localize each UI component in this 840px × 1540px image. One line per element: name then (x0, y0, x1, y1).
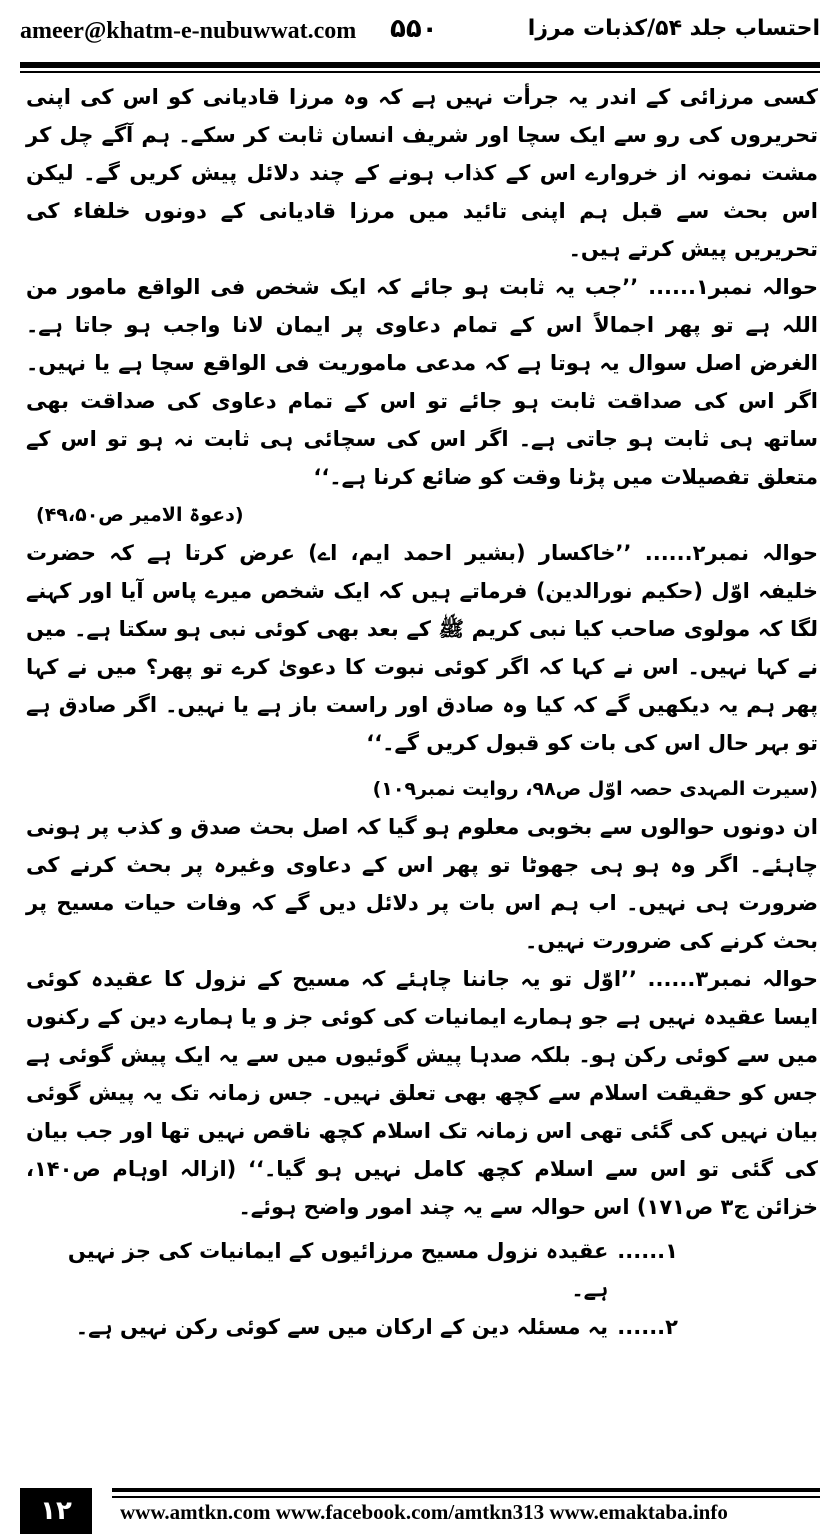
header-rule-thin (20, 71, 820, 73)
reference-3-label: حوالہ نمبر۳...... (647, 967, 818, 991)
reference-1-citation: (دعوۃ الامیر ص۴۹،۵۰) (36, 504, 244, 526)
points-list (26, 1232, 818, 1346)
list-item (26, 1308, 818, 1346)
page-footer (20, 1488, 820, 1528)
list-item-number: ۱...... (617, 1239, 678, 1263)
footer-page-number: ۱۲ (20, 1488, 92, 1534)
paragraph-conclusion: ان دونوں حوالوں سے بخوبی معلوم ہو گیا کہ اصل بحث صدق و کذب پر ہونی چاہئے۔ اگر وہ ہو ہی جھوٹا تو پھر اس کے دعاوی وغیرہ پر بحث کرنے کی ضرورت ہی نہیں۔ اب ہم اس بات پر دلائل دیں گے کہ وفات حیات مسیح پر بحث کرنے کی ضرورت نہیں۔ (26, 815, 818, 953)
reference-2-text: ’’خاکسار (بشیر احمد ایم، اے) عرض کرتا ہے کہ حضرت خلیفہ اوّل (حکیم نورالدین) فرماتے ہیں کہ ایک شخص میرے پاس آیا اور کہنے لگا کہ مولوی صاحب کیا نبی کریم ﷺ کے بعد بھی کوئی نبی ہو سکتا ہے۔ میں نے کہا نہیں۔ اس نے کہا کہ اگر کوئی نبوت کا دعویٰ کرے تو پھر؟ میں نے کہا پھر ہم یہ دیکھیں گے کہ کیا وہ صادق اور راست باز ہے یا نہیں۔ اگر صادق ہے تو بہر حال اس کی بات کو قبول کریں گے۔‘‘ (26, 541, 818, 755)
footer-rule-thick (112, 1488, 820, 1492)
page-body (26, 78, 818, 1346)
list-item-text: یہ مسئلہ دین کے ارکان میں سے کوئی رکن نہیں ہے۔ (75, 1315, 608, 1339)
list-item-text: عقیدہ نزول مسیح مرزائیوں کے ایمانیات کی جز نہیں ہے۔ (67, 1239, 609, 1301)
footer-urls: www.amtkn.com www.facebook.com/amtkn313 www.emaktaba.info (120, 1500, 728, 1524)
paragraph-intro: کسی مرزائی کے اندر یہ جرأت نہیں ہے کہ وہ مرزا قادیانی کو اس کی اپنی تحریروں کی رو سے ایک سچا اور شریف انسان ثابت کر سکے۔ ہم آگے چل کر مشت نمونہ از خروارے اس کے کذاب ہونے کے چند دلائل پیش کریں گے۔ لیکن اس بحث سے قبل ہم اپنی تائید میں مرزا قادیانی کے دونوں خلفاء کی تحریریں پیش کرتے ہیں۔ (26, 85, 818, 261)
reference-2 (26, 534, 818, 762)
running-title: احتساب جلد ۵۴/کذبات مرزا (527, 16, 820, 41)
header-email: ameer@khatm-e-nubuwwat.com (20, 18, 357, 44)
reference-1 (26, 268, 818, 496)
reference-2-label: حوالہ نمبر۲...... (644, 541, 818, 565)
list-item (26, 1232, 818, 1308)
header-rule-thick (20, 62, 820, 68)
reference-3 (26, 960, 818, 1226)
list-item-number: ۲...... (617, 1315, 678, 1339)
reference-1-text: ’’جب یہ ثابت ہو جائے کہ ایک شخص فی الواقع مامور من اللہ ہے تو پھر اجمالاً اس کے تمام دعاوی پر ایمان لانا واجب ہو جاتا ہے۔ الغرض اصل سوال یہ ہوتا ہے کہ مدعی ماموریت فی الواقع سچا ہے یا نہیں۔ اگر اس کی صداقت ثابت ہو جائے تو اس کے تمام دعاوی کی صداقت بھی ساتھ ہی ثابت ہو جاتی ہے۔ اگر اس کی سچائی ہی ثابت نہ ہو تو اس کے متعلق تفصیلات میں پڑنا وقت کو ضائع کرنا ہے۔‘‘ (26, 275, 818, 489)
reference-3-text: ’’اوّل تو یہ جاننا چاہئے کہ مسیح کے نزول کا عقیدہ کوئی ایسا عقیدہ نہیں ہے جو ہمارے ایمانیات کی کوئی جز و یا ہمارے دین کے رکنوں میں سے کوئی رکن ہو۔ بلکہ صدہا پیش گوئیوں میں سے یہ ایک پیش گوئی ہے جس کو حقیقت اسلام سے کچھ بھی تعلق نہیں۔ جس زمانہ تک یہ پیش گوئی بیان نہیں کی گئی تھی اس زمانہ تک اسلام کچھ ناقص نہیں تھا اور جب بیان کی گئی تو اس سے اسلام کچھ کامل نہیں ہو گیا۔‘‘ (ازالہ اوہام ص۱۴۰، خزائن ج۳ ص۱۷۱) اس حوالہ سے یہ چند امور واضح ہوئے۔ (26, 967, 818, 1219)
reference-2-citation: (سیرت المہدی حصہ اوّل ص۹۸، روایت نمبر۱۰۹) (372, 778, 818, 800)
footer-rule-thin (112, 1496, 820, 1498)
reference-1-label: حوالہ نمبر۱...... (648, 275, 818, 299)
page-header (20, 0, 820, 64)
header-page-number: ۵۵۰ (390, 14, 438, 44)
